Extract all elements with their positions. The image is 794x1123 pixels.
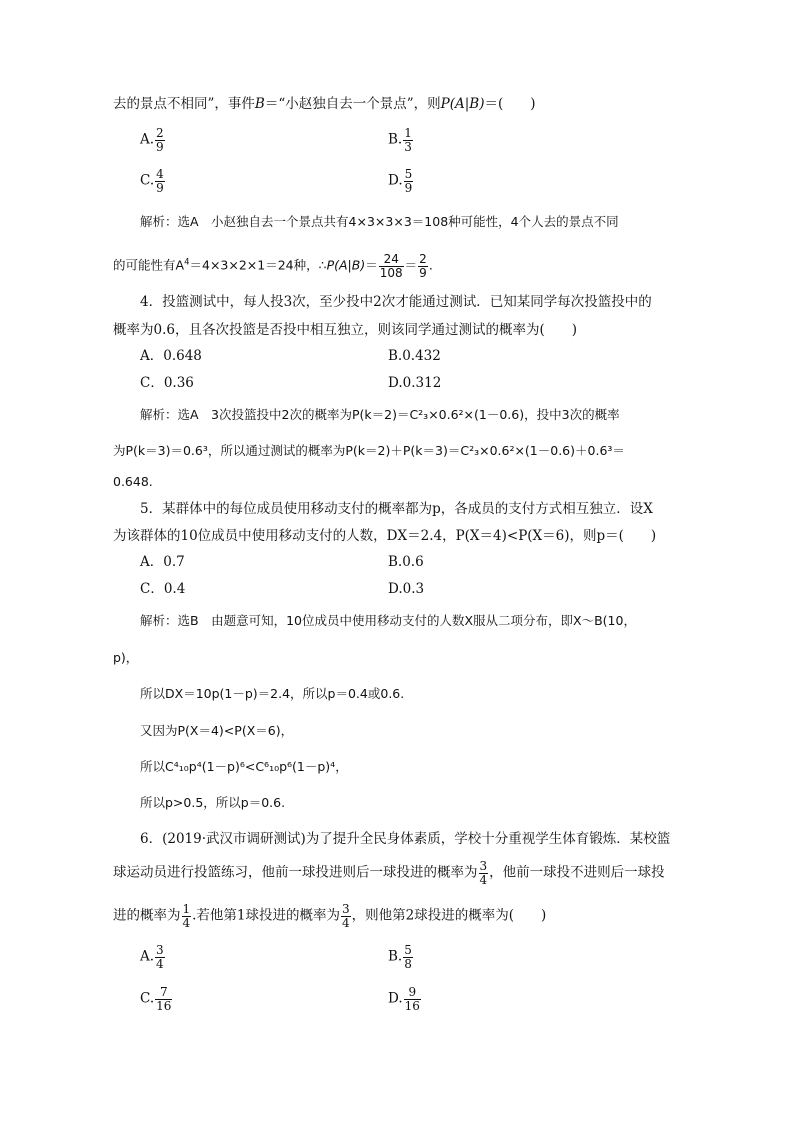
- q6-option-a: A. $\frac{3}{4}$: [140, 943, 164, 971]
- q4-option-b: B.0.432: [388, 348, 441, 364]
- q6-option-d: D. $\frac{9}{16}$: [388, 985, 420, 1013]
- q6-option-b: B. $\frac{5}{8}$: [388, 943, 412, 971]
- q3-option-b: B. $\frac{1}{3}$: [388, 126, 412, 154]
- q4-stem-line1: 4．投篮测试中，每人投3次，至少投中2次才能通过测试．已知某同学每次投篮投中的: [140, 294, 652, 310]
- q3-solution-line2: 的可能性有$A^4=4\times 3\times 2\times 1=24$种，∴P(A|B)＝ $\frac{24}{108}$ ＝ $\frac{2}{9}$ .: [113, 252, 433, 280]
- q3-solution-line1: 解析：选A 小赵独自去一个景点共有4×3×3×3＝108种可能性，4个人去的景点不同: [140, 214, 619, 229]
- q5-solution-line6: 所以p>0.5，所以p＝0.6.: [140, 795, 286, 810]
- q5-option-b: B.0.6: [388, 554, 424, 570]
- q3-stem-tail: 去的景点不相同”，事件B＝“小赵独自去一个景点”，则P(A|B)＝( ): [113, 96, 536, 112]
- q4-solution-line3: 0.648.: [113, 474, 153, 489]
- q5-solution-line4: 又因为P(X＝4)<P(X＝6)，: [140, 723, 294, 738]
- q4-stem-line2: 概率为0.6，且各次投篮是否投中相互独立，则该同学通过测试的概率为( ): [113, 322, 578, 338]
- q4-option-c: C．0.36: [140, 375, 194, 391]
- q5-option-d: D.0.3: [388, 581, 425, 597]
- q3-option-d: D. $\frac{5}{9}$: [388, 167, 413, 195]
- q6-option-c: C. $\frac{7}{16}$: [140, 985, 172, 1013]
- q5-option-c: C．0.4: [140, 581, 186, 597]
- q6-stem-line3: 进的概率为 $\frac{1}{4}$ .若他第1球投进的概率为 $\frac{3}{4}$ ，则他第2球投进的概率为( ): [113, 902, 547, 930]
- q4-option-a: A．0.648: [140, 348, 202, 364]
- q3-option-c: C. $\frac{4}{9}$: [140, 167, 164, 195]
- q4-option-d: D.0.312: [388, 375, 442, 391]
- q5-solution-line3: 所以DX＝10p(1－p)＝2.4，所以p＝0.4或0.6.: [140, 686, 405, 701]
- q4-solution-line2: 为P(k＝3)＝0.6³，所以通过测试的概率为P(k＝2)＋P(k＝3)＝C²₃×0.6²×(1－0.6)＋0.6³＝: [113, 443, 625, 458]
- q5-stem-line2: 为该群体的10位成员中使用移动支付的人数，DX＝2.4，P(X＝4)<P(X＝6)，则p＝( ): [113, 528, 657, 544]
- q5-solution-line1: 解析：选B 由题意可知，10位成员中使用移动支付的人数X服从二项分布，即X～B(10，: [140, 613, 636, 628]
- q6-stem-line2: 球运动员进行投篮练习，他前一球投进则后一球投进的概率为 $\frac{3}{4}$ ，他前一球投不进则后一球投: [113, 859, 665, 887]
- q5-solution-line2: p)，: [113, 650, 139, 665]
- q5-solution-line5: 所以C⁴₁₀p⁴(1－p)⁶<C⁶₁₀p⁶(1－p)⁴，: [140, 759, 348, 774]
- q5-stem-line1: 5．某群体中的每位成员使用移动支付的概率都为p，各成员的支付方式相互独立．设X: [140, 501, 653, 517]
- q5-option-a: A．0.7: [140, 554, 185, 570]
- q4-solution-line1: 解析：选A 3次投篮投中2次的概率为P(k＝2)＝C²₃×0.6²×(1－0.6)，投中3次的概率: [140, 407, 620, 422]
- q3-option-a: A. $\frac{2}{9}$: [140, 126, 164, 154]
- q6-stem-line1: 6．(2019·武汉市调研测试)为了提升全民身体素质，学校十分重视学生体育锻炼．某校篮: [140, 831, 671, 847]
